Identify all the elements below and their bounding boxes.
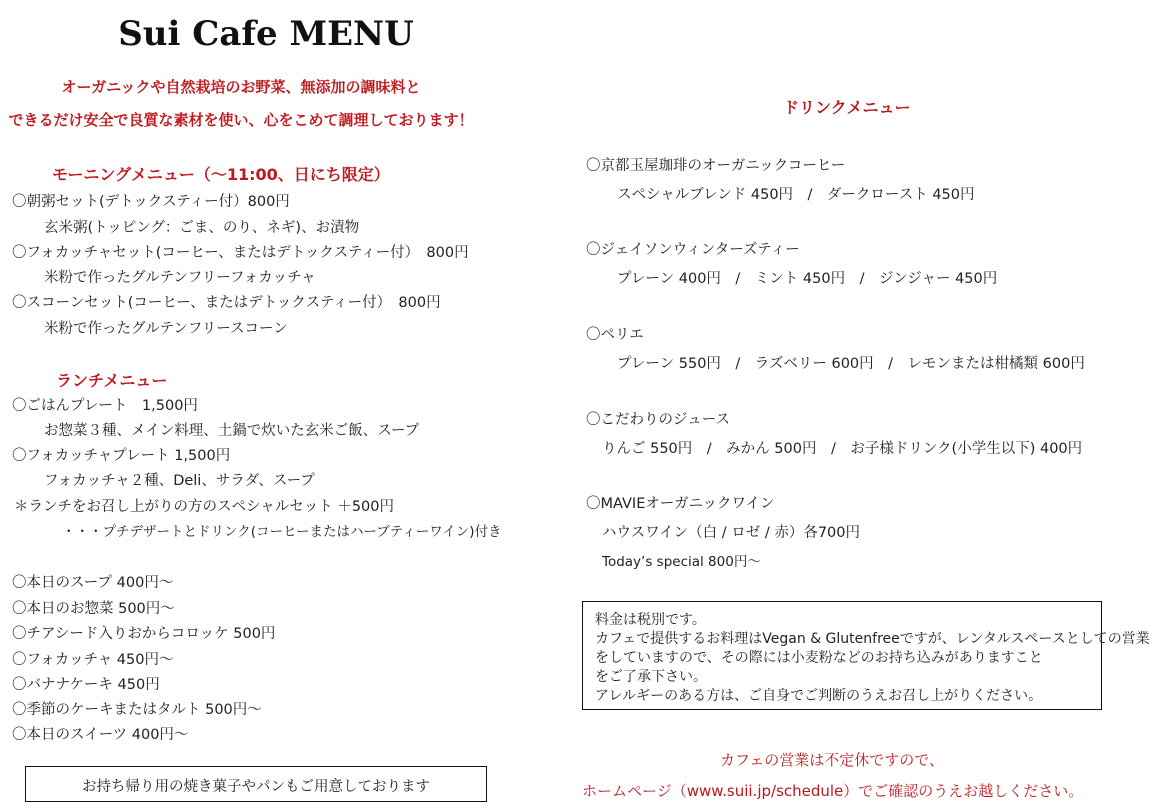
notice-line: をしていますので、その際には小麦粉などのお持ち込みがありますこと (595, 650, 1043, 666)
drink-group-wine-special: Today’s special 800円〜 (602, 554, 761, 570)
drink-group-juice-prices: りんご 550円 / みかん 500円 / お子様ドリンク(小学生以下) 400円 (602, 441, 1083, 457)
menu-item-banana-cake: 〇バナナケーキ 450円 (12, 677, 160, 693)
morning-item-desc: 米粉で作ったグルテンフリーフォカッチャ (44, 270, 316, 286)
drink-group-tea-prices: プレーン 400円 / ミント 450円 / ジンジャー 450円 (617, 271, 998, 287)
menu-item-seasonal-cake: 〇季節のケーキまたはタルト 500円〜 (12, 702, 262, 718)
menu-item-croquette: 〇チアシード入りおからコロッケ 500円 (12, 626, 276, 642)
lunch-special: ＊ランチをお召し上がりの方のスペシャルセット ＋500円 (14, 499, 394, 515)
morning-item: 〇朝粥セット(デトックスティー付）800円 (12, 194, 290, 210)
morning-item-desc: 米粉で作ったグルテンフリースコーン (44, 321, 288, 337)
lunch-item: 〇フォカッチャプレート 1,500円 (12, 448, 231, 464)
drink-group-wine: 〇MAVIEオーガニックワイン (586, 496, 775, 512)
menu-item-deli: 〇本日のお惣菜 500円〜 (12, 601, 175, 617)
intro-line-2: できるだけ安全で良質な素材を使い、心をこめて調理しております！ (8, 111, 474, 129)
morning-heading: モーニングメニュー（〜11:00、日にち限定） (52, 165, 390, 184)
morning-item: 〇フォカッチャセット(コーヒー、またはデトックスティー付） 800円 (12, 245, 469, 261)
morning-item: 〇スコーンセット(コーヒー、またはデトックスティー付） 800円 (12, 295, 441, 311)
drink-group-juice: 〇こだわりのジュース (586, 412, 730, 428)
drink-group-coffee-prices: スペシャルブレンド 450円 / ダークロースト 450円 (617, 187, 975, 203)
menu-item-soup: 〇本日のスープ 400円〜 (12, 575, 174, 591)
lunch-heading: ランチメニュー (56, 371, 168, 390)
page-title: Sui Cafe MENU (118, 14, 414, 54)
takeout-note-box (25, 766, 487, 802)
drinks-heading: ドリンクメニュー (783, 98, 911, 117)
notice-box (582, 601, 1150, 710)
drink-group-perrier: 〇ペリエ (586, 327, 644, 343)
lunch-item: 〇ごはんプレート 1,500円 (12, 398, 198, 414)
morning-item-desc: 玄米粥(トッピング：ごま、のり、ネギ)、お漬物 (44, 220, 360, 236)
lunch-item-desc: お惣菜３種、メイン料理、土鍋で炊いた玄米ご飯、スープ (44, 423, 420, 439)
intro-line-1: オーガニックや自然栽培のお野菜、無添加の調味料と (61, 78, 421, 96)
menu-item-focaccia: 〇フォカッチャ 450円〜 (12, 652, 174, 668)
notice-line: 料金は税別です。 (595, 612, 706, 628)
lunch-special-desc: ・・・プチデザートとドリンク(コーヒーまたはハーブティーワイン)付き (62, 524, 502, 540)
notice-line: アレルギーのある方は、ご自身でご判断のうえお召し上がりください。 (595, 688, 1043, 704)
footer-line-2: ホームページ（www.suii.jp/schedule）でご確認のうえお越しください。 (582, 782, 1084, 800)
notice-line: カフェで提供するお料理はVegan & Glutenfreeですが、レンタルスペースとしての営業 (595, 631, 1150, 647)
menu-item-sweets: 〇本日のスイーツ 400円〜 (12, 727, 189, 743)
lunch-item-desc: フォカッチャ２種、Deli、サラダ、スープ (44, 473, 315, 489)
drink-group-wine-prices: ハウスワイン（白 / ロゼ / 赤）各700円 (602, 525, 861, 541)
drink-group-perrier-prices: プレーン 550円 / ラズベリー 600円 / レモンまたは柑橘類 600円 (617, 356, 1085, 372)
footer-line-1: カフェの営業は不定休ですので、 (720, 751, 944, 769)
takeout-note: お持ち帰り用の焼き菓子やパンもご用意しております (82, 779, 430, 795)
drink-group-coffee: 〇京都玉屋珈琲のオーガニックコーヒー (586, 158, 846, 174)
notice-line: をご了承下さい。 (595, 669, 707, 685)
drink-group-tea: 〇ジェイソンウィンターズティー (586, 242, 800, 258)
